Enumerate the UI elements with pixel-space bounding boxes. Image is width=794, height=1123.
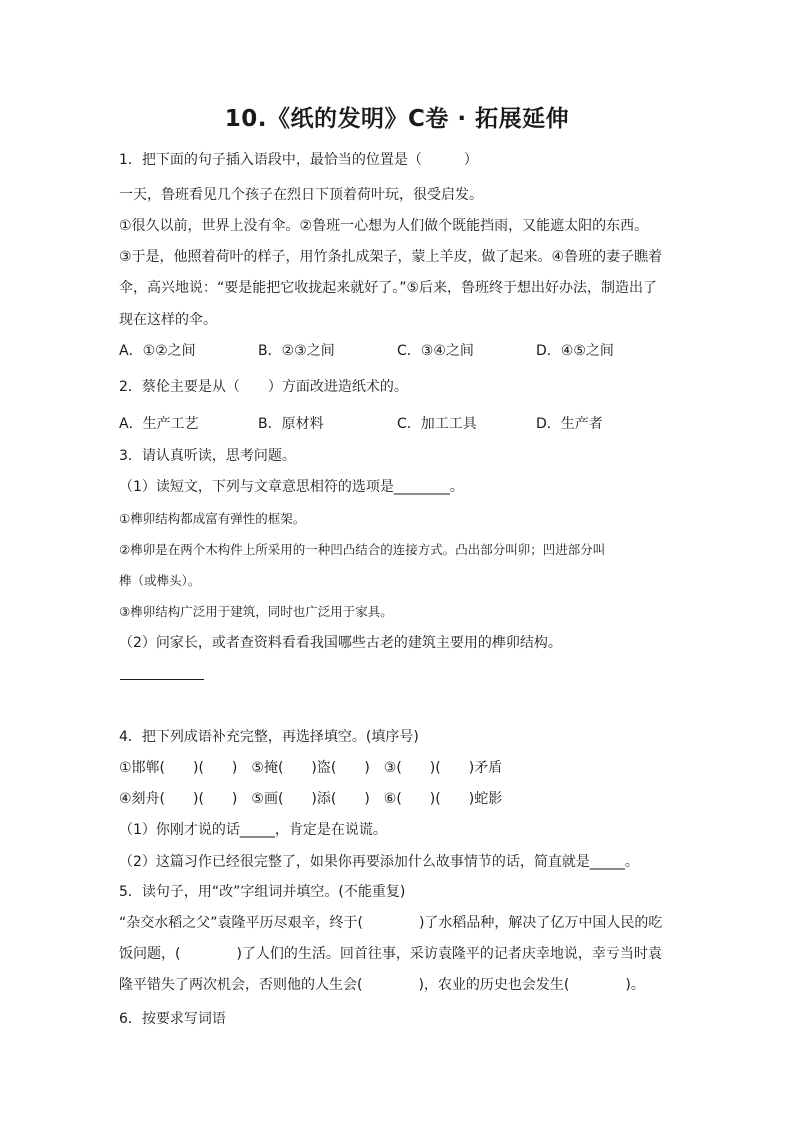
q1-passage-line-1: ①很久以前，世界上没有伞。②鲁班一心想为人们做个既能挡雨，又能遮太阳的东西。 [119,218,649,234]
q4-idiom-row-1: ①邯郸( )( ) ⑤掩( )盗( ) ③( )( )矛盾 [119,760,503,776]
q2-option-c[interactable]: C．加工工具 [397,416,477,432]
q1-option-c[interactable]: C．③④之间 [397,343,474,359]
q3-item-2: ②榫卯是在两个木构件上所采用的一种凹凸结合的连接方式。凸出部分叫卯；凹进部分叫 [119,542,606,557]
q2-option-d[interactable]: D．生产者 [536,416,603,432]
q1-passage-line-3: 伞，高兴地说：“要是能把它收拢起来就好了。”⑤后来，鲁班终于想出好办法，制造出了 [119,280,658,296]
q3-sub2: （2）问家长，或者查资料看看我国哪些古老的建筑主要用的榫卯结构。 [119,635,562,651]
q5-line-3: 隆平错失了两次机会，否则他的人生会( )，农业的历史也会发生( )。 [119,977,645,993]
q4-stem: 4．把下列成语补充完整，再选择填空。(填序号) [119,729,419,745]
q1-option-d[interactable]: D．④⑤之间 [536,343,614,359]
q5-stem: 5．读句子，用“改”字组词并填空。(不能重复) [119,884,406,900]
q3-stem: 3．请认真听读，思考问题。 [119,448,296,464]
q6-stem: 6．按要求写词语 [119,1011,226,1027]
q5-line-2: 饭问题，( )了人们的生活。回首往事，采访袁隆平的记者庆幸地说，幸亏当时袁 [119,946,662,962]
q2-option-b[interactable]: B．原材料 [258,416,324,432]
q3-sub1: （1）读短文，下列与文章意思相符的选项是________。 [119,479,464,495]
q2-option-a[interactable]: A．生产工艺 [119,416,199,432]
q1-stem: 1．把下面的句子插入语段中，最恰当的位置是（ ） [119,152,478,168]
q2-stem: 2．蔡伦主要是从（ ）方面改进造纸术的。 [119,379,408,395]
q1-option-a[interactable]: A．①②之间 [119,343,196,359]
q4-idiom-row-2: ④刻舟( )( ) ⑤画( )添( ) ⑥( )( )蛇影 [119,791,503,807]
q3-item-3: ③榫卯结构广泛用于建筑，同时也广泛用于家具。 [119,604,393,619]
q3-item-2-cont: 榫（或榫头）。 [119,573,201,588]
q3-answer-line[interactable] [120,679,204,680]
q1-passage-line-2: ③于是，他照着荷叶的样子，用竹条扎成架子，蒙上羊皮，做了起来。④鲁班的妻子瞧着 [119,249,663,265]
page-title: 10.《纸的发明》C卷 · 拓展延伸 [224,106,570,132]
q5-line-1: “杂交水稻之父”袁隆平历尽艰辛，终于( )了水稻品种，解决了亿万中国人民的吃 [119,915,663,931]
q1-option-b[interactable]: B．②③之间 [258,343,335,359]
q3-item-1: ①榫卯结构都成富有弹性的框架。 [119,511,306,526]
q1-sentence: 一天，鲁班看见几个孩子在烈日下顶着荷叶玩，很受启发。 [119,187,483,203]
q4-sub2: （2）这篇习作已经很完整了，如果你再要添加什么故事情节的话，简直就是_____。 [119,854,639,870]
q4-sub1: （1）你刚才说的话_____，肯定是在说谎。 [119,822,387,838]
q1-passage-line-4: 现在这样的伞。 [119,312,217,328]
